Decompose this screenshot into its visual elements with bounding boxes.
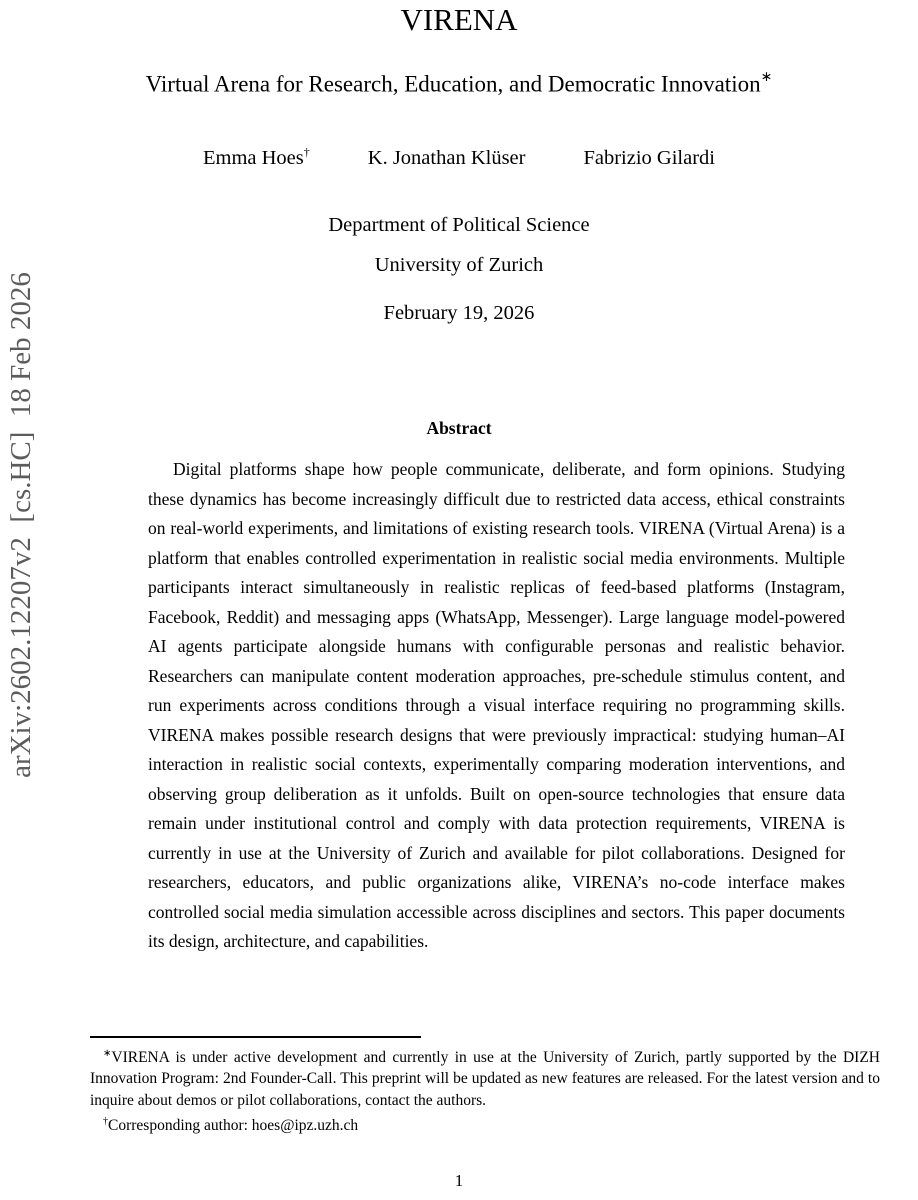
footnote-corresponding-author <box>90 1111 880 1136</box>
author-name: Fabrizio Gilardi <box>583 146 715 169</box>
paper-date: February 19, 2026 <box>383 302 535 325</box>
author-k-jonathan-kluser <box>368 145 526 170</box>
footnote-dagger-mark: † <box>103 1116 108 1128</box>
subtitle-text: Virtual Arena for Research, Education, and Democratic Innovation <box>145 71 761 97</box>
footnote-text: Corresponding author: hoes@ipz.uzh.ch <box>108 1117 359 1135</box>
abstract-text: Digital platforms shape how people communicate, deliberate, and form opinions. Studying these dynamics has become increasingly difficult due to restricted data access, ethical constraints on real-world experiments, and limitations of existing research tools. VIRENA (Virtual Arena) is a platform that enables controlled experimentation in realistic social media environments. Multiple participants interact simultaneously in realistic replicas of feed-based platforms (Instagram, Facebook, Reddit) and messaging apps (WhatsApp, Messenger). Large language model-powered AI agents participate alongside humans with configurable personas and realistic behavior. Researchers can manipulate content moderation approaches, pre-schedule stimulus content, and run experiments across conditions through a visual interface requiring no programming skills. VIRENA makes possible research designs that were previously impractical: studying human–AI interaction in realistic social contexts, experimentally comparing moderation interventions, and observing group deliberation as it unfolds. Built on open-source technologies that ensure data remain under institutional control and comply with data protection requirements, VIRENA is currently in use at the University of Zurich and available for pilot collaborations. Designed for researchers, educators, and public organizations alike, VIRENA’s no-code interface makes controlled social media simulation accessible across disciplines and sectors. This paper documents its design, architecture, and capabilities. <box>148 459 845 952</box>
footnote-asterisk-mark: ∗ <box>103 1048 112 1059</box>
arxiv-watermark: arXiv:2602.12207v2 [cs.HC] 18 Feb 2026 <box>5 272 37 778</box>
footnote-rule <box>90 1036 421 1038</box>
paper-subtitle <box>0 71 918 98</box>
abstract-heading: Abstract <box>426 418 492 439</box>
author-list <box>0 145 918 170</box>
author-fabrizio-gilardi <box>583 145 715 170</box>
subtitle-footnote-mark: ∗ <box>760 70 773 85</box>
footnote-text: VIRENA is under active development and currently in use at the University of Zurich, partly supported by the DIZH Innovation Program: 2nd Founder-Call. This preprint will be updated as new features are released. For the latest version and to inquire about demos or pilot collaborations, contact the authors. <box>90 1049 880 1109</box>
affiliation-block <box>0 205 918 285</box>
author-emma-hoes <box>203 145 310 170</box>
author-dagger-mark: † <box>303 144 310 159</box>
footnote-funding <box>90 1043 880 1111</box>
affiliation-department: Department of Political Science <box>328 214 590 237</box>
page-title: VIRENA <box>400 2 518 37</box>
author-name: Emma Hoes <box>202 146 304 169</box>
footnote-area <box>0 1036 918 1137</box>
page-number: 1 <box>454 1171 464 1190</box>
author-name: K. Jonathan Klüser <box>367 146 526 169</box>
footnote-list <box>90 1043 880 1137</box>
affiliation-university: University of Zurich <box>374 254 544 277</box>
